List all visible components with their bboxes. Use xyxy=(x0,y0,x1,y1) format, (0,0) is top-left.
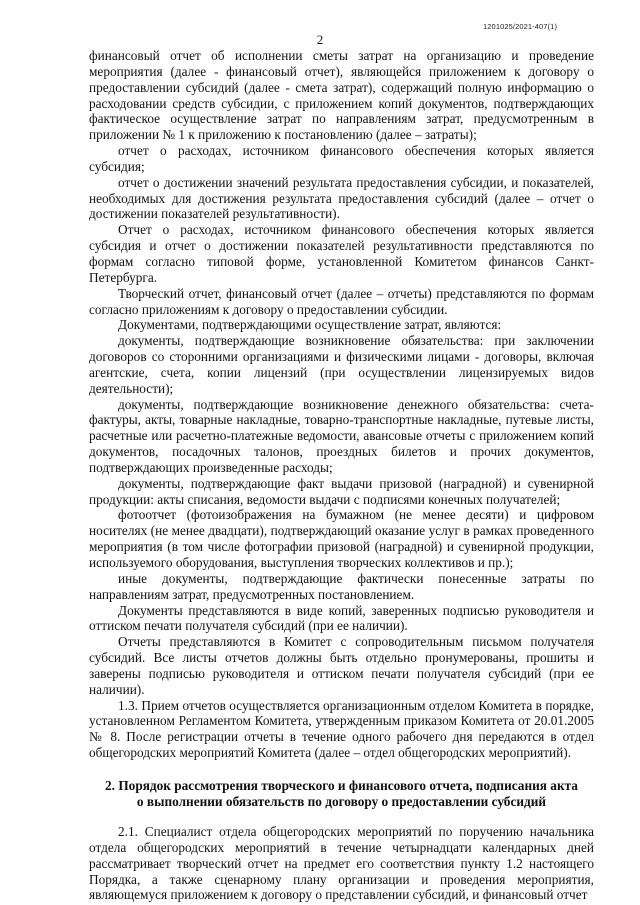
paragraph-2-1: 2.1. Специалист отдела общегородских мероприятий по поручению начальника отдела общегородских мероприятий в течение четырнадцати календарных дней рассматривает творческий отчет на предмет его соответствия пункту 1.2 настоящего Порядка, а также сценарному плану организации и проведения мероприятия, являющемуся приложением к договору о представлении субсидий, и финансовый отчет xyxy=(89,823,594,903)
document-body xyxy=(89,48,594,903)
paragraph-report-forms: Отчет о расходах, источником финансового обеспечения которых является субсидия и отчет о достижении показателей результативности представляются по формам согласно типовой форме, установленной Комитетом финансов Санкт-Петербурга. xyxy=(89,222,594,285)
paragraph-prize-docs: документы, подтверждающие факт выдачи призовой (наградной) и сувенирной продукции: акты списания, ведомости выдачи с подписями конечных получателей; xyxy=(89,475,594,507)
section-2-heading-line-1: 2. Порядок рассмотрения творческого и финансового отчета, подписания акта xyxy=(105,777,578,793)
paragraph-documents-intro: Документами, подтверждающими осуществление затрат, являются: xyxy=(118,317,502,333)
paragraph-obligation-docs: документы, подтверждающие возникновение обязательства: при заключении договоров со сторонними организациями и физическими лицами - договоры, включая агентские, счета, копии лицензий (при осуществлении лицензируемых видов деятельности); xyxy=(89,333,594,396)
paragraph-other-docs: иные документы, подтверждающие фактически понесенные затраты по направлениям затрат, предусмотренных постановлением. xyxy=(89,570,594,602)
paragraph-submission: Отчеты представляются в Комитет с сопроводительным письмом получателя субсидий. Все листы отчетов должны быть отдельно пронумерованы, прошиты и заверены подписью руководителя и оттиском печати получателя субсидий (при ее наличии). xyxy=(89,634,594,697)
paragraph-creative-report: Творческий отчет, финансовый отчет (далее – отчеты) представляются по формам согласно приложениям к договору о предоставлении субсидии. xyxy=(89,285,594,317)
paragraph-photo-report: фотоотчет (фотоизображения на бумажном (не менее десяти) и цифровом носителях (не менее двадцати), подтверждающий оказание услуг в рамках проведенного мероприятия (в том числе фотографии призовой (наградной) и сувенирной продукции, используемого оборудования, выступления творческих коллективов и пр.); xyxy=(89,507,594,570)
paragraph-copies: Документы представляются в виде копий, заверенных подписью руководителя и оттиском печати получателя субсидий (при ее наличии). xyxy=(89,602,594,634)
page-number: 2 xyxy=(316,32,324,47)
paragraph-results-report: отчет о достижении значений результата предоставления субсидии, и показателей, необходимых для достижения результата предоставления субсидий (далее – отчет о достижении показателей результативности). xyxy=(89,174,594,222)
document-number: 1201025/2021-407(1) xyxy=(483,22,558,31)
section-2-heading-line-2: о выполнении обязательств по договору о предоставлении субсидий xyxy=(136,793,547,809)
paragraph-financial-report: финансовый отчет об исполнении сметы затрат на организацию и проведение мероприятия (далее - финансовый отчет), являющейся приложением к договору о предоставлении субсидий (далее - смета затрат), содержащий полную информацию о расходовании средств субсидии, с приложением копий документов, подтверждающих фактическое осуществление затрат по направлениям затрат, предусмотренным в приложении № 1 к приложению к постановлению (далее – затраты); xyxy=(89,48,594,143)
paragraph-expense-report: отчет о расходах, источником финансового обеспечения которых является субсидия; xyxy=(89,143,594,174)
paragraph-monetary-docs: документы, подтверждающие возникновение денежного обязательства: счета-фактуры, акты, товарные накладные, товарно-транспортные накладные, путевые листы, расчетные или расчетно-платежные ведомости, авансовые отчеты с приложением копий документов, посадочных талонов, проездных билетов и прочих документов, подтверждающих произведенные расходы; xyxy=(89,396,594,475)
paragraph-1-3: 1.3. Прием отчетов осуществляется организационным отделом Комитета в порядке, установленном Регламентом Комитета, утвержденным приказом Комитета от 20.01.2005 № 8. После регистрации отчеты в течение одного рабочего дня передаются в отдел общегородских мероприятий Комитета (далее – отдел общегородских мероприятий). xyxy=(89,697,594,761)
